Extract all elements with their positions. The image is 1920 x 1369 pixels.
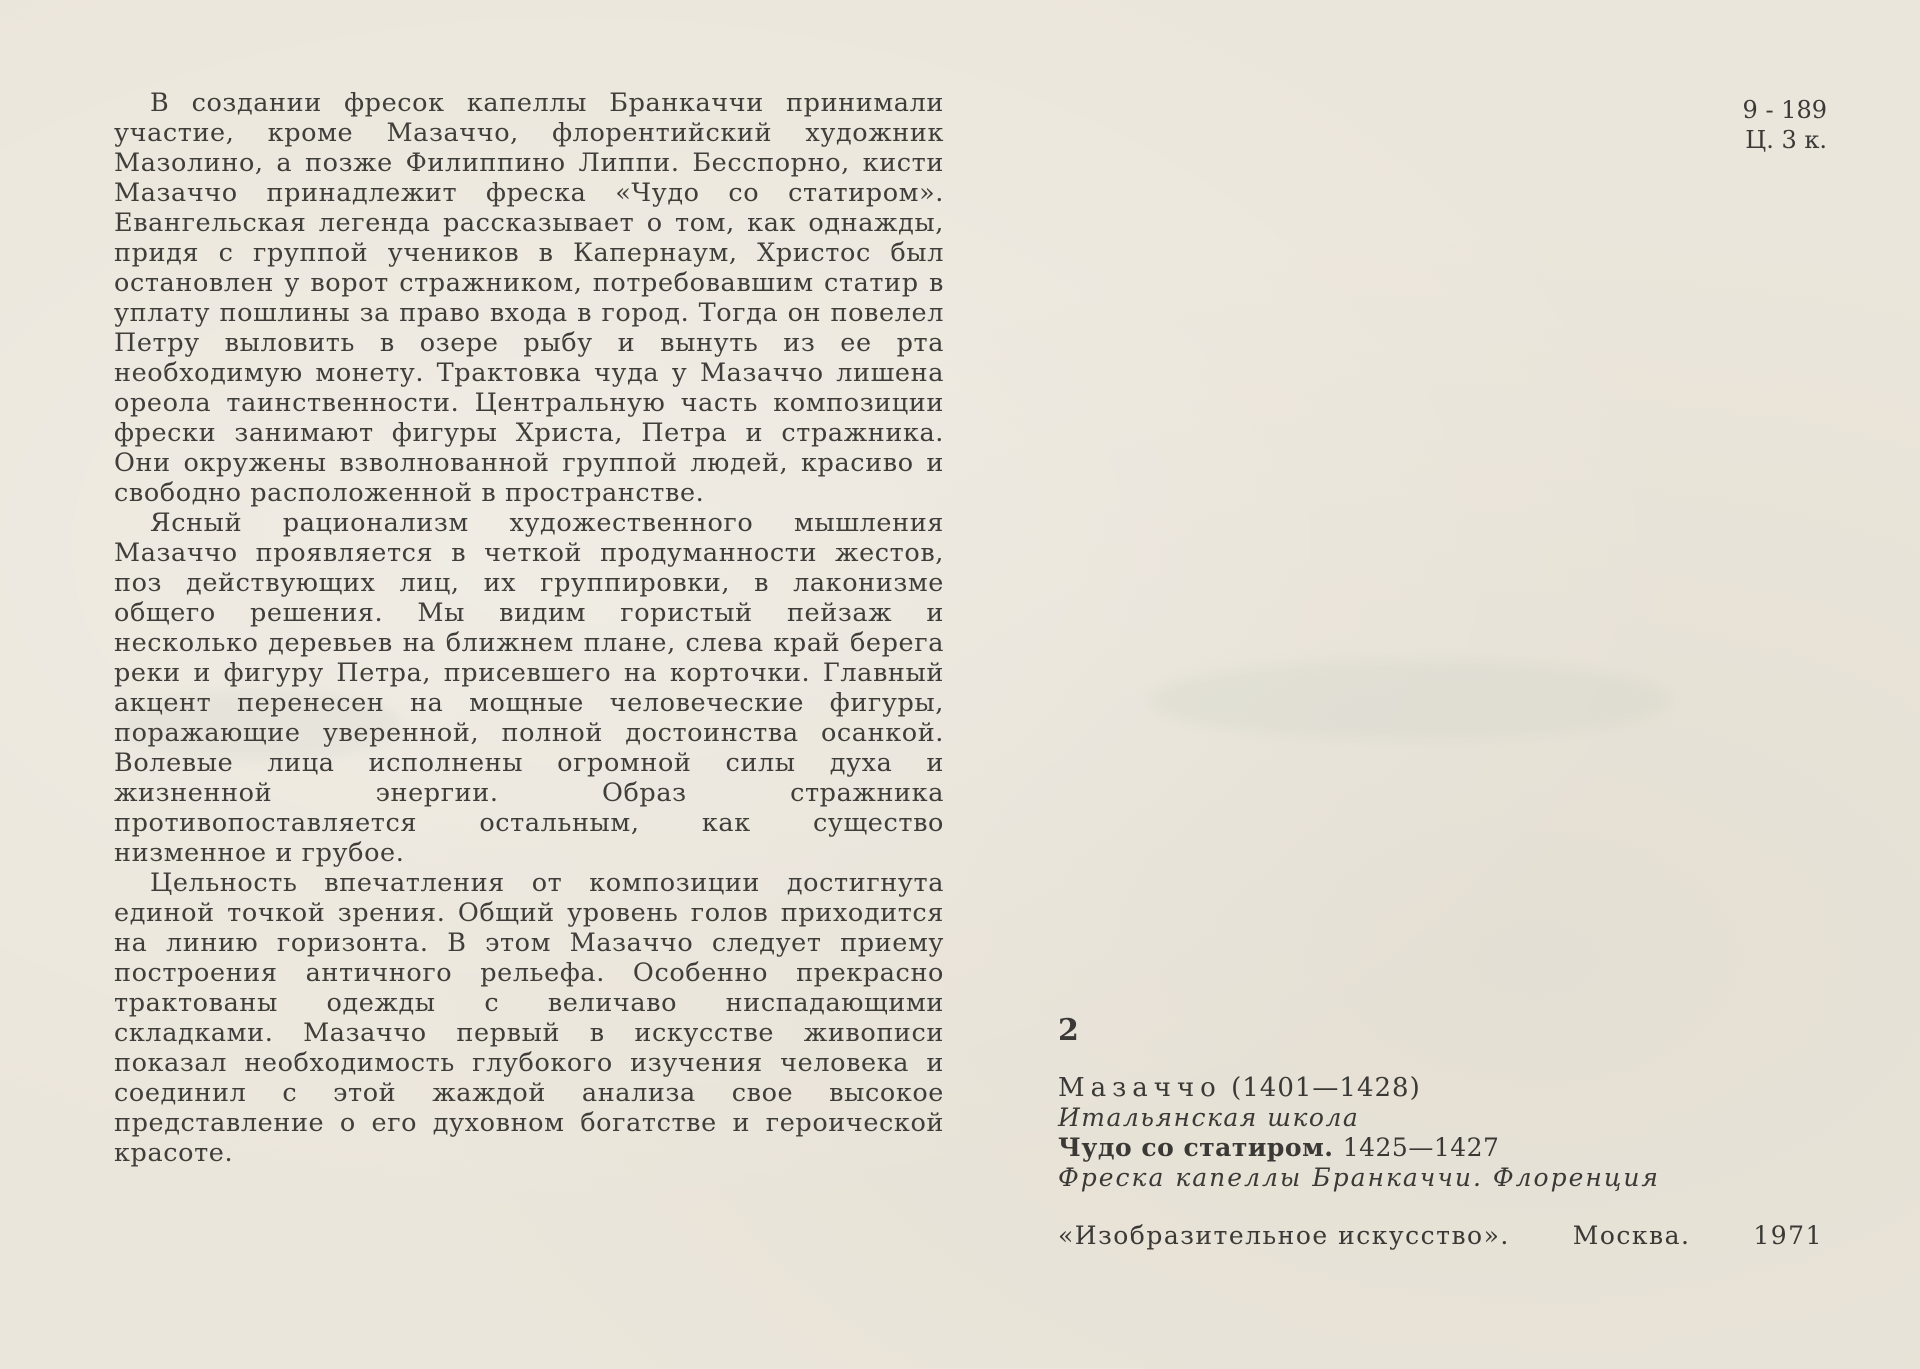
publisher-line [1058,1221,1823,1251]
artwork-years: 1425—1427 [1342,1133,1500,1162]
publisher-city: Москва. [1572,1221,1691,1250]
catalog-number: 9 - 189 [1742,96,1827,124]
publisher-year: 1971 [1753,1221,1823,1250]
publisher-name: «Изобразительное искусство». [1058,1221,1510,1250]
artist-line [1058,1073,1828,1103]
paper-stain [1150,660,1670,740]
catalog-code [1743,95,1827,155]
paragraph: Цельность впечатления от композиции достигнута единой точкой зрения. Общий уровень голов приходится на линию горизонта. В этом Мазаччо следует приему построения античного рельефа. Особенно прекрасно трактованы одежды с величаво ниспадающими складками. Мазаччо первый в искусстве живописи показал необходимость глубокого изучения человека и соединил с этой жаждой анализа свое высокое представление о его духовном богатстве и героической красоте. [114,868,944,1168]
artwork-location: Фреска капеллы Бранкаччи. Флоренция [1058,1163,1660,1192]
paragraph: В создании фресок капеллы Бранкаччи принимали участие, кроме Мазаччо, флорентийский художник Мазолино, а позже Филиппино Липпи. Бесспорно, кисти Мазаччо принадлежит фреска «Чудо со статиром». Евангельская легенда рассказывает о том, как однажды, придя с группой учеников в Капернаум, Христос был остановлен у ворот стражником, потребовавшим статир в уплату пошлины за право входа в город. Тогда он повелел Петру выловить в озере рыбу и вынуть из ее рта необходимую монету. Трактовка чуда у Мазаччо лишена ореола таинственности. Центральную часть композиции фрески занимают фигуры Христа, Петра и стражника. Они окружены взволнованной группой людей, красиво и свободно расположенной в пространстве. [114,88,944,508]
description-text [114,88,944,1168]
artist-years: (1401—1428) [1231,1073,1421,1103]
price: Ц. 3 к. [1745,126,1827,154]
paragraph: Ясный рационализм художественного мышления Мазаччо проявляется в четкой продуманности жестов, поз действующих лиц, их группировки, в лаконизме общего решения. Мы видим гористый пейзаж и несколько деревьев на ближнем плане, слева край берега реки и фигуру Петра, присевшего на корточки. Главный акцент перенесен на мощные человеческие фигуры, поражающие уверенной, полной достоинства осанкой. Волевые лица исполнены огромной силы духа и жизненной энергии. Образ стражника противопоставляется остальным, как существо низменное и грубое. [114,508,944,868]
art-school: Итальянская школа [1058,1103,1360,1132]
artwork-title: Чудо со статиром. [1058,1133,1334,1162]
card-number: 2 [1058,1013,1079,1048]
artist-name: Мазаччо [1058,1073,1222,1103]
artwork-title-line [1058,1133,1828,1163]
artwork-caption [1058,1013,1828,1193]
